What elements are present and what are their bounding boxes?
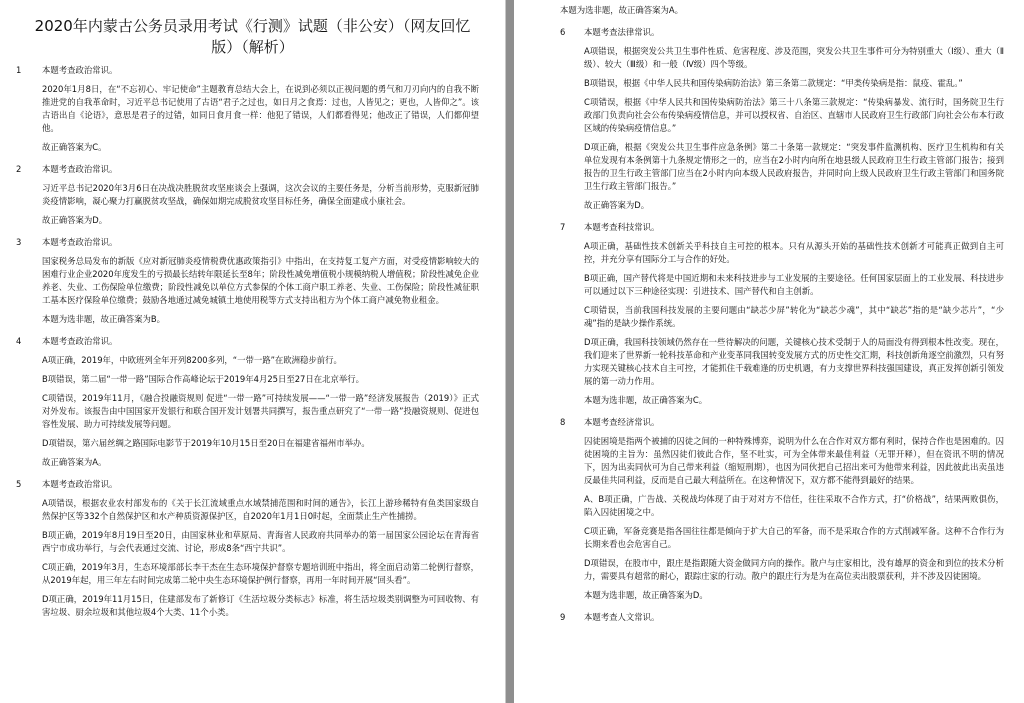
carried-answer: 本题为选非题，故正确答案为A。 [560, 5, 683, 15]
question-lead: 本题考查法律常识。 [584, 27, 660, 37]
explanation-paragraph: A、B项正确，广告战、关税战均体现了由于对对方不信任，往往采取不合作方式，打“价格战”，结果两败俱伤，陷入囚徒困境之中。 [584, 494, 1004, 517]
explanation-paragraph: B项错误，根据《中华人民共和国传染病防治法》第三条第二款规定：“甲类传染病是指：鼠疫、霍乱。” [584, 78, 963, 88]
question-lead: 本题考查政治常识。 [42, 164, 118, 174]
answer-line: 本题为选非题，故正确答案为C。 [584, 395, 708, 405]
explanation-paragraph: C项错误，根据《中华人民共和国传染病防治法》第三十八条第三款规定：“传染病暴发、流行时，国务院卫生行政部门负责向社会公布传染病疫情信息，并可以授权省、自治区、直辖市人民政府卫生行政部门向社会公布本行政区域的传染病疫情信息。” [584, 97, 1004, 133]
explanation-paragraph: A项正确，2019年，中欧班列全年开列8200多列，“一带一路”在欧洲稳步前行。 [42, 355, 342, 365]
question-number: 3 [16, 237, 22, 247]
left-question-list [0, 64, 505, 619]
question-block [0, 478, 505, 619]
explanation-paragraph: 国家税务总局发布的新版《应对新冠肺炎疫情税费优惠政策指引》中指出，在支持复工复产方面，对受疫情影响较大的困难行业企业2020年度发生的亏损最长结转年限延长至8年；阶段性减免增值税小规模纳税人增值税；阶段性减免企业养老、失业、工伤保险单位缴费；阶段性减免以单位方式参保的个体工商户职工养老、失业、工伤保险；阶段性减征职工基本医疗保险单位缴费；鼓励各地通过减免城镇土地使用税等方式支持出租方为个体工商户减免物业租金。 [42, 256, 480, 305]
answer-line: 本题为选非题，故正确答案为D。 [584, 590, 708, 600]
explanation-paragraph: D项正确，我国科技领域仍然存在一些待解决的问题，关键核心技术受制于人的局面没有得到根本性改变。现在，我们迎来了世界新一轮科技革命和产业变革同我国转变发展方式的历史性交汇期，科技创新角逐空前激烈，只有努力实现关键核心技术自主可控，才能抓住千载难逢的历史机遇，有力支撑世界科技强国建设，真正发挥创新引领发展的第一动力作用。 [584, 337, 1004, 386]
explanation-paragraph: A项正确，基础性技术创新关乎科技自主可控的根本。只有从源头开始的基础性技术创新才可能真正做到自主可控，并充分享有国际分工与合作的好处。 [584, 241, 1004, 264]
page-left [0, 0, 506, 703]
question-lead: 本题考查经济常识。 [584, 417, 660, 427]
question-lead: 本题考查科技常识。 [584, 222, 660, 232]
explanation-paragraph: B项正确，国产替代将是中国近期和未来科技进步与工业发展的主要途径。任何国家层面上的工业发展、科技进步可以通过以下三种途径实现：引进技术、国产替代和自主创新。 [584, 273, 1004, 296]
question-block [0, 236, 505, 326]
explanation-paragraph: 习近平总书记2020年3月6日在决战决胜脱贫攻坚座谈会上强调，这次会议的主要任务是，分析当前形势，克服新冠肺炎疫情影响，凝心聚力打赢脱贫攻坚战，确保如期完成脱贫攻坚目标任务，确保全面建成小康社会。 [42, 183, 479, 206]
explanation-paragraph: 囚徒困境是指两个被捕的囚徒之间的一种特殊博弈，说明为什么在合作对双方都有利时，保持合作也是困难的。囚徒困境的主旨为：虽然囚徒们彼此合作，坚不吐实，可为全体带来最佳利益（无罪开释），但在资讯不明的情况下，因为出卖同伙可为自己带来利益（缩短刑期），也因为同伙把自己招出来可为他带来利益，因此彼此出卖虽违反最佳共同利益，反而是自己最大利益所在。在这种情况下，双方都不能得到最好的结果。 [584, 436, 1004, 485]
answer-line: 故正确答案为C。 [42, 142, 107, 152]
explanation-paragraph: B项正确，2019年8月19日至20日，由国家林业和草原局、青海省人民政府共同举办的第一届国家公园论坛在青海省西宁市成功举行，与会代表通过交流、讨论，形成8条“西宁共识”。 [42, 530, 479, 553]
document-title: 2020年内蒙古公务员录用考试《行测》试题（非公安）（网友回忆版）（解析） [34, 17, 471, 56]
question-number: 2 [16, 164, 22, 174]
question-lead: 本题考查政治常识。 [42, 336, 118, 346]
question-block [0, 335, 505, 469]
question-number: 5 [16, 479, 22, 489]
explanation-paragraph: C项错误，当前我国科技发展的主要问题由“缺芯少屏”转化为“缺芯少魂”，其中“缺芯”指的是“缺少芯片”，“少魂”指的是缺少操作系统。 [584, 305, 1004, 328]
answer-line: 故正确答案为A。 [42, 457, 107, 467]
answer-line: 故正确答案为D。 [42, 215, 108, 225]
question-block [514, 221, 1024, 407]
explanation-paragraph: D项错误，第六届丝绸之路国际电影节于2019年10月15日至20日在福建省福州市举办。 [42, 438, 370, 448]
answer-line: 故正确答案为D。 [584, 200, 650, 210]
explanation-paragraph: 2020年1月8日，在“不忘初心、牢记使命”主题教育总结大会上，在说到必须以正视问题的勇气和刀刃向内的自我不断推进党的自我革命时，习近平总书记使用了古语“君子之过也，如日月之食焉：过也，人皆见之；更也，人皆仰之”。该古语出自《论语》，意思是君子的过错，如同日食月食一样：他犯了错误，人们都看得见；他改正了错误，人们都仰望他。 [42, 84, 479, 133]
right-question-list [514, 26, 1024, 624]
page-right [514, 0, 1024, 703]
question-number: 6 [560, 27, 566, 37]
question-number: 7 [560, 222, 566, 232]
page-gutter [506, 0, 514, 703]
question-lead: 本题考查政治常识。 [42, 65, 118, 75]
explanation-paragraph: C项错误，2019年11月，《融合投融资规则 促进“一带一路”可持续发展——“一带一路”经济发展报告（2019）》正式对外发布。该报告由中国国家开发银行和联合国开发计划署共同撰写，报告重点研究了“一带一路”投融资规则、促进包容性发展、助力可持续发展等问题。 [42, 393, 479, 429]
explanation-paragraph: A项错误，根据农业农村部发布的《关于长江流域重点水域禁捕范围和时间的通告》，长江上游珍稀特有鱼类国家级自然保护区等332个自然保护区和水产种质资源保护区，自2020年1月1日0时起，全面禁止生产性捕捞。 [42, 498, 479, 521]
question-number: 9 [560, 612, 566, 622]
question-block [514, 611, 1024, 624]
answer-line: 本题为选非题，故正确答案为B。 [42, 314, 165, 324]
question-number: 8 [560, 417, 566, 427]
question-block [0, 64, 505, 154]
explanation-paragraph: D项正确，根据《突发公共卫生事件应急条例》第二十条第一款规定：“突发事件监测机构、医疗卫生机构和有关单位发现有本条例第十九条规定情形之一的，应当在2小时内向所在地县级人民政府卫生行政主管部门报告；接到报告的卫生行政主管部门应当在2小时内向本级人民政府报告，并同时向上级人民政府卫生行政主管部门和国务院卫生行政主管部门报告。” [584, 142, 1004, 191]
question-lead: 本题考查政治常识。 [42, 237, 118, 247]
explanation-paragraph: C项正确，2019年3月，生态环境部部长李干杰在生态环境保护督察专题培训班中指出，将全面启动第二轮例行督察，从2019年起，用三年左右时间完成第二轮中央生态环境保护例行督察，再用一年时间开展“回头看”。 [42, 562, 479, 585]
question-number: 1 [16, 65, 22, 75]
explanation-paragraph: D项错误，在股市中，跟庄是指跟随大资金做同方向的操作。散户与庄家相比，没有雄厚的资金和到位的技术分析力，需要具有超常的耐心，跟踪庄家的行动。散户的跟庄行为是为在高位卖出股票获利，并不涉及囚徒困境。 [584, 558, 1004, 581]
question-block [514, 26, 1024, 212]
explanation-paragraph: D项正确，2019年11月15日，住建部发布了新修订《生活垃圾分类标志》标准，将生活垃圾类别调整为可回收物、有害垃圾、厨余垃圾和其他垃圾4个大类、11个小类。 [42, 594, 479, 617]
explanation-paragraph: A项错误，根据突发公共卫生事件性质、危害程度、涉及范围，突发公共卫生事件可分为特别重大（Ⅰ级）、重大（Ⅱ级）、较大（Ⅲ级）和一般（Ⅳ级）四个等级。 [584, 46, 1004, 69]
explanation-paragraph: B项错误，第二届“一带一路”国际合作高峰论坛于2019年4月25日至27日在北京举行。 [42, 374, 365, 384]
question-number: 4 [16, 336, 22, 346]
question-lead: 本题考查政治常识。 [42, 479, 118, 489]
question-block [514, 416, 1024, 602]
question-lead: 本题考查人文常识。 [584, 612, 660, 622]
explanation-paragraph: C项正确，军备竞赛是指各国往往都是倾向于扩大自己的军备，而不是采取合作的方式削减军备。这种不合作行为长期来看也会危害自己。 [584, 526, 1004, 549]
question-block [0, 163, 505, 227]
